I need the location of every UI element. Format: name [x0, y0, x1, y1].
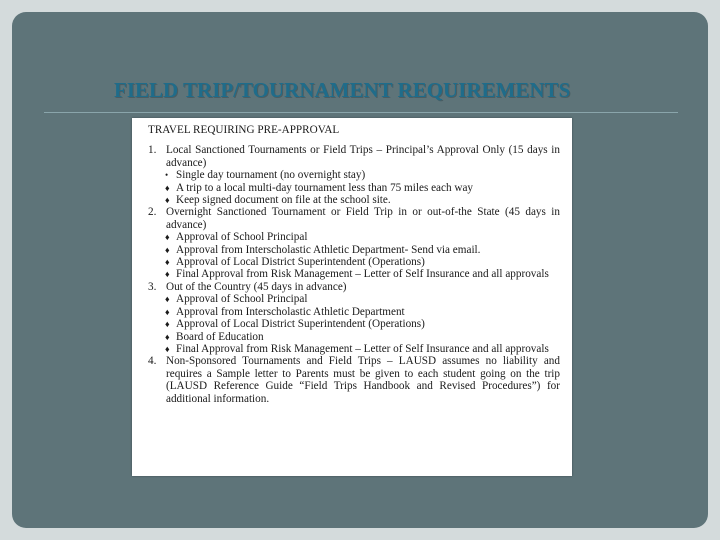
bullet-icon: ♦	[165, 232, 170, 243]
bullet-item	[148, 268, 560, 280]
slide-title: FIELD TRIP/TOURNAMENT REQUIREMENTS	[114, 78, 571, 102]
bullet-item	[148, 256, 560, 268]
bullet-text: Approval of School Principal	[176, 231, 308, 244]
list-item	[148, 144, 560, 169]
bullet-text: Keep signed document on file at the school site.	[176, 194, 391, 207]
list-item	[148, 355, 560, 405]
list-item-number: 2.	[148, 206, 157, 219]
list-item-text: Out of the Country (45 days in advance)	[166, 280, 347, 293]
requirements-list	[148, 144, 560, 405]
bullet-icon: ♦	[165, 306, 170, 317]
bullet-item	[148, 194, 560, 206]
bullet-text: A trip to a local multi-day tournament less than 75 miles each way	[176, 181, 474, 194]
bullet-text: Approval of Local District Superintendent (Operations)	[176, 256, 425, 269]
bullet-text: Approval of School Principal	[176, 293, 308, 306]
bullet-item	[148, 318, 560, 330]
bullet-text: Board of Education	[176, 330, 264, 343]
bullet-text: Final Approval from Risk Management – Letter of Self Insurance and all approvals	[176, 342, 549, 355]
bullet-text: Approval of Local District Superintendent (Operations)	[176, 318, 425, 331]
bullet-item	[148, 331, 560, 343]
bullet-item	[148, 231, 560, 243]
document-body	[148, 124, 560, 405]
list-item-text: Non-Sponsored Tournaments and Field Trips – LAUSD assumes no liability and requires a Sample letter to Parents must be given to each student going on the trip (LAUSD Reference Guide “Field Trips Handbook and Revised Procedures”) for additional information.	[166, 355, 560, 405]
bullet-text: Approval from Interscholastic Athletic Department	[176, 305, 405, 318]
bullet-item	[148, 343, 560, 355]
list-item-number: 1.	[148, 144, 157, 157]
list-item-text: Local Sanctioned Tournaments or Field Trips – Principal’s Approval Only (15 days in advance)	[166, 144, 560, 169]
list-item-number: 3.	[148, 280, 157, 293]
document-image	[132, 118, 572, 476]
bullet-icon: ♦	[165, 269, 170, 280]
list-item-number: 4.	[148, 355, 157, 368]
bullet-icon: ♦	[165, 294, 170, 305]
bullet-icon: ♦	[165, 343, 170, 354]
title-divider	[44, 112, 678, 113]
bullet-icon: ♦	[165, 257, 170, 268]
list-item-text: Overnight Sanctioned Tournament or Field Trip in or out-of-the State (45 days in advance)	[166, 206, 560, 231]
bullet-text: Final Approval from Risk Management – Letter of Self Insurance and all approvals	[176, 268, 549, 281]
bullet-icon: ♦	[165, 244, 170, 255]
bullet-text: Single day tournament (no overnight stay)	[176, 169, 366, 182]
bullet-icon: ♦	[165, 195, 170, 206]
bullet-item	[148, 293, 560, 305]
bullet-icon: ♦	[165, 182, 170, 193]
bullet-text: Approval from Interscholastic Athletic Department- Send via email.	[176, 243, 481, 256]
bullet-item	[148, 306, 560, 318]
bullet-item	[148, 182, 560, 194]
bullet-icon: ♦	[165, 331, 170, 342]
bullet-icon: •	[165, 170, 169, 181]
list-item	[148, 206, 560, 231]
bullet-item	[148, 169, 560, 181]
document-heading: TRAVEL REQUIRING PRE-APPROVAL	[148, 124, 340, 136]
list-item	[148, 281, 560, 293]
bullet-item	[148, 244, 560, 256]
bullet-icon: ♦	[165, 319, 170, 330]
